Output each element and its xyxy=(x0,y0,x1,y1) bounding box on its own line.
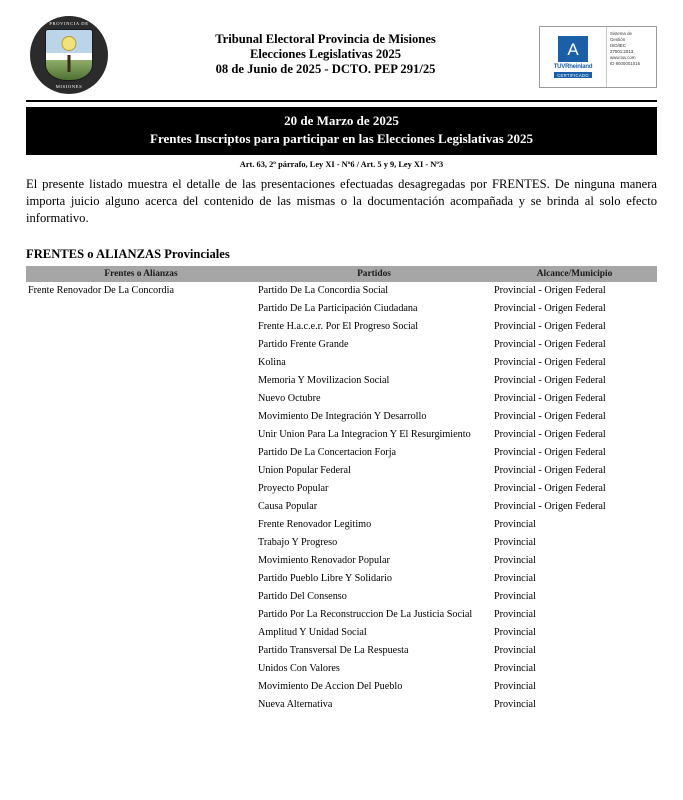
party-name: Movimiento De Integración Y Desarrollo xyxy=(258,411,427,422)
status-banner xyxy=(26,107,657,155)
scope-value: Provincial xyxy=(494,699,536,710)
table-row xyxy=(26,318,657,336)
banner-date: 20 de Marzo de 2025 xyxy=(284,113,399,128)
title-line-2: Elecciones Legislativas 2025 xyxy=(249,47,402,61)
certification-seal xyxy=(539,26,657,88)
alliance-name: Frente Renovador De La Concordia xyxy=(28,285,174,296)
table-row xyxy=(26,642,657,660)
alliance-name-empty xyxy=(26,498,256,516)
section-title: FRENTES o ALIANZAS Provinciales xyxy=(26,247,230,261)
coat-of-arms-icon xyxy=(30,16,108,94)
party-name: Proyecto Popular xyxy=(258,483,329,494)
table-row xyxy=(26,354,657,372)
alliance-name-empty xyxy=(26,318,256,336)
scope-value: Provincial xyxy=(494,537,536,548)
legal-reference: Art. 63, 2º párrafo, Ley XI - Nº6 / Art. 5 y 9, Ley XI - Nº3 xyxy=(239,160,444,169)
table-body xyxy=(26,282,657,714)
scope-value: Provincial - Origen Federal xyxy=(494,339,606,350)
table-row xyxy=(26,408,657,426)
party-name: Causa Popular xyxy=(258,501,318,512)
table-row xyxy=(26,588,657,606)
alliance-name-empty xyxy=(26,354,256,372)
cert-id: ID 9000001016 xyxy=(610,61,641,66)
alliance-name-empty xyxy=(26,696,256,714)
scope-value: Provincial - Origen Federal xyxy=(494,465,606,476)
table-row xyxy=(26,444,657,462)
scope-value: Provincial xyxy=(494,627,536,638)
alliance-name-empty xyxy=(26,408,256,426)
table-row xyxy=(26,570,657,588)
table-row xyxy=(26,606,657,624)
title-line-3: 08 de Junio de 2025 - DCTO. PEP 291/25 xyxy=(215,62,436,76)
tuv-triangle-icon: A xyxy=(558,36,588,62)
tuv-certified-badge: CERTIFICADO xyxy=(554,72,592,78)
cert-line-3: ISO/IEC xyxy=(610,43,627,48)
cert-line-4: 27001:2013 xyxy=(610,49,634,54)
party-name: Partido Del Consenso xyxy=(258,591,347,602)
alliance-name-empty xyxy=(26,480,256,498)
table-header xyxy=(26,266,657,282)
crest-ring-top-text: PROVINCIA DE xyxy=(49,21,89,26)
header-divider xyxy=(26,100,657,102)
alliance-name-empty xyxy=(26,642,256,660)
cert-line-1: Sistema de xyxy=(610,31,632,36)
table-row xyxy=(26,282,657,300)
alliance-name-empty xyxy=(26,552,256,570)
scope-value: Provincial xyxy=(494,555,536,566)
scope-value: Provincial - Origen Federal xyxy=(494,447,606,458)
alliance-name-empty xyxy=(26,516,256,534)
scope-value: Provincial - Origen Federal xyxy=(494,303,606,314)
cert-website: www.tuv.com xyxy=(610,55,636,60)
table-row xyxy=(26,300,657,318)
party-name: Partido De La Participación Ciudadana xyxy=(258,303,418,314)
table-row xyxy=(26,372,657,390)
alliance-name-empty xyxy=(26,300,256,318)
alliance-name-empty xyxy=(26,606,256,624)
intro-paragraph: El presente listado muestra el detalle de las presentaciones efectuadas desagregadas por FRENTES. De ninguna manera importa juicio alguno acerca del contenido de las mismas o la documentación acompañada y se brinda al solo efecto informativo. xyxy=(26,177,657,225)
party-name: Partido De La Concordia Social xyxy=(258,285,389,296)
crest-container xyxy=(26,16,112,94)
column-header-partidos: Partidos xyxy=(256,266,492,282)
tuv-logo xyxy=(540,27,607,87)
crest-ring-bottom-text: MISIONES xyxy=(55,84,83,89)
alliance-name-empty xyxy=(26,336,256,354)
scope-value: Provincial xyxy=(494,681,536,692)
party-name: Amplitud Y Unidad Social xyxy=(258,627,367,638)
table-row xyxy=(26,534,657,552)
cert-line-2: Gestión xyxy=(610,37,626,42)
scope-value: Provincial - Origen Federal xyxy=(494,375,606,386)
table-header-row xyxy=(26,266,657,282)
party-name: Kolina xyxy=(258,357,286,368)
tuv-brand-label: TUVRheinland xyxy=(553,64,593,70)
table-row xyxy=(26,624,657,642)
page-title xyxy=(118,16,533,94)
party-name: Partido De La Concertacion Forja xyxy=(258,447,397,458)
alliance-name-empty xyxy=(26,534,256,552)
party-name: Nueva Alternativa xyxy=(258,699,333,710)
scope-value: Provincial - Origen Federal xyxy=(494,285,606,296)
alliance-name-empty xyxy=(26,390,256,408)
scope-value: Provincial - Origen Federal xyxy=(494,357,606,368)
scope-value: Provincial - Origen Federal xyxy=(494,501,606,512)
column-header-alcance: Alcance/Municipio xyxy=(492,266,657,282)
column-header-alianzas: Frentes o Alianzas xyxy=(26,266,256,282)
table-row xyxy=(26,678,657,696)
table-row xyxy=(26,480,657,498)
alliance-name-empty xyxy=(26,462,256,480)
table-row xyxy=(26,462,657,480)
party-name: Memoria Y Movilizacion Social xyxy=(258,375,390,386)
alliance-name-empty xyxy=(26,678,256,696)
party-name: Unir Union Para La Integracion Y El Resurgimiento xyxy=(258,429,471,440)
alliance-name-empty xyxy=(26,588,256,606)
scope-value: Provincial - Origen Federal xyxy=(494,411,606,422)
party-name: Frente Renovador Legitimo xyxy=(258,519,372,530)
party-name: Partido Por La Reconstruccion De La Justicia Social xyxy=(258,609,473,620)
table-row xyxy=(26,390,657,408)
alliance-name-empty xyxy=(26,444,256,462)
alliance-name-empty xyxy=(26,570,256,588)
alliance-name-empty xyxy=(26,660,256,678)
party-name: Partido Pueblo Libre Y Solidario xyxy=(258,573,392,584)
party-name: Unidos Con Valores xyxy=(258,663,340,674)
table-row xyxy=(26,498,657,516)
party-name: Nuevo Octubre xyxy=(258,393,321,404)
scope-value: Provincial xyxy=(494,663,536,674)
party-name: Partido Transversal De La Respuesta xyxy=(258,645,409,656)
party-name: Union Popular Federal xyxy=(258,465,351,476)
scope-value: Provincial - Origen Federal xyxy=(494,321,606,332)
scope-value: Provincial xyxy=(494,609,536,620)
frentes-table xyxy=(26,266,657,714)
table-row xyxy=(26,552,657,570)
scope-value: Provincial - Origen Federal xyxy=(494,483,606,494)
table-row xyxy=(26,660,657,678)
banner-subtitle: Frentes Inscriptos para participar en las Elecciones Legislativas 2025 xyxy=(150,131,533,146)
scope-value: Provincial xyxy=(494,519,536,530)
document-header xyxy=(26,0,657,94)
title-line-1: Tribunal Electoral Provincia de Misiones xyxy=(215,32,436,46)
alliance-name-empty xyxy=(26,426,256,444)
table-row xyxy=(26,516,657,534)
certification-details xyxy=(607,27,656,87)
scope-value: Provincial - Origen Federal xyxy=(494,393,606,404)
table-row xyxy=(26,426,657,444)
alliance-name-empty xyxy=(26,624,256,642)
scope-value: Provincial xyxy=(494,573,536,584)
party-name: Frente H.a.c.e.r. Por El Progreso Social xyxy=(258,321,419,332)
table-row xyxy=(26,336,657,354)
scope-value: Provincial xyxy=(494,645,536,656)
scope-value: Provincial xyxy=(494,591,536,602)
party-name: Movimiento Renovador Popular xyxy=(258,555,390,566)
alliance-name-empty xyxy=(26,372,256,390)
party-name: Partido Frente Grande xyxy=(258,339,349,350)
party-name: Movimiento De Accion Del Pueblo xyxy=(258,681,403,692)
party-name: Trabajo Y Progreso xyxy=(258,537,338,548)
table-row xyxy=(26,696,657,714)
scope-value: Provincial - Origen Federal xyxy=(494,429,606,440)
crest-shield-icon xyxy=(45,29,93,81)
